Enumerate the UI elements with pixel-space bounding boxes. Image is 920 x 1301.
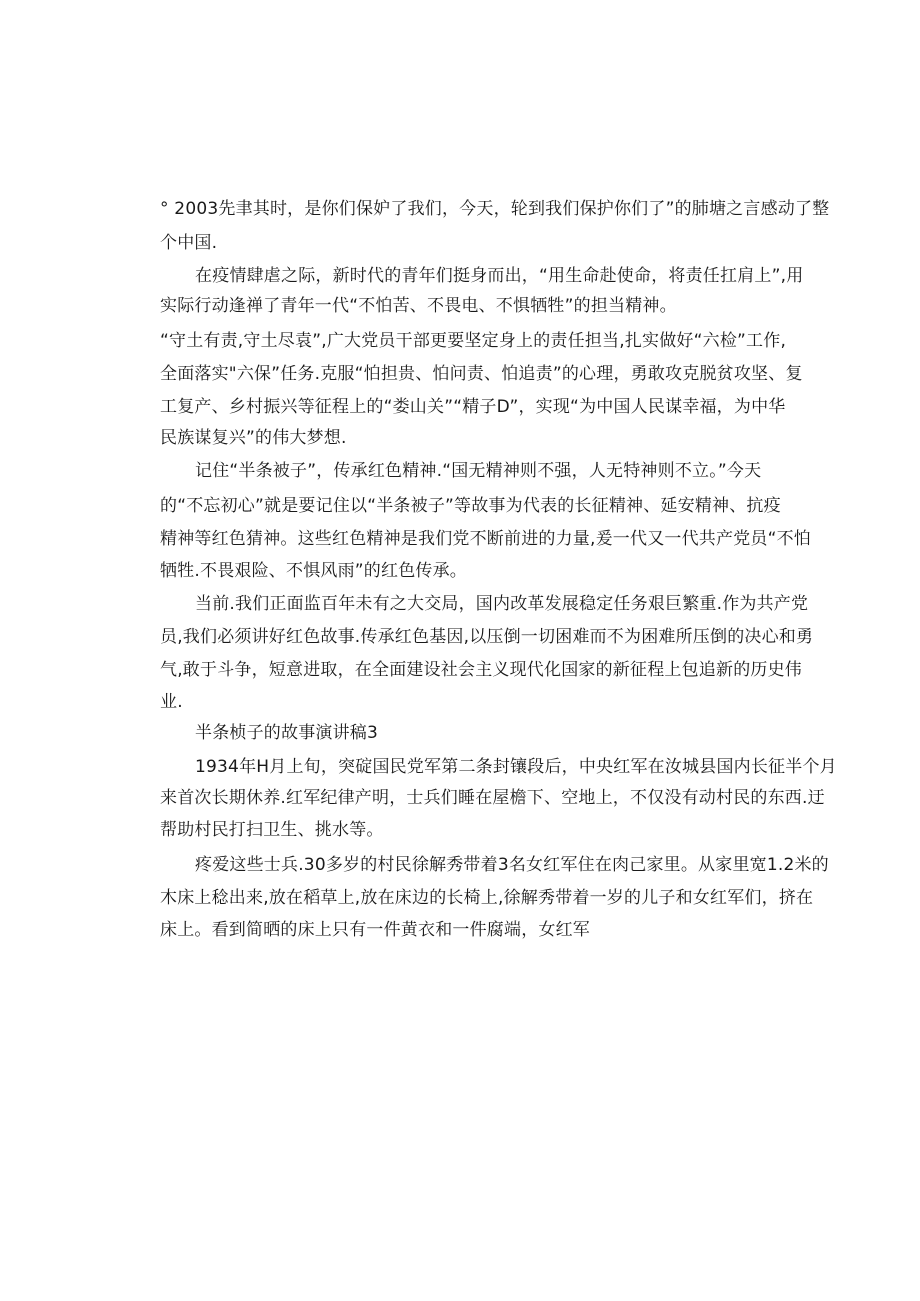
text-line: 帮助村民打扫卫生、挑水等。 [160,820,384,840]
text-line: 牺牲.不畏艰险、不惧风雨”的红色传承。 [160,561,468,581]
text-line: 1934年H月上旬，突碇国民党军第二条封镶段后，中央红军在汝城县国内长征半个月 [195,757,837,777]
text-line: 床上。看到简晒的床上只有一件黄衣和一件腐端，女红军 [160,920,590,940]
text-line: 来首次长期休养.红军纪律产明，士兵们睡在屋檐下、空地上，不仅没有动村民的东西.迂 [160,788,825,808]
text-line: 员,我们必须讲好红色故事.传承红色基因,以压倒一切困难而不为困难所压倒的决心和勇 [160,627,814,647]
text-line: 个中国. [160,233,218,253]
text-line: 精神等红色猜神。这些红色精神是我们党不断前进的力量,爰一代又一代共产党员“不怕 [160,529,812,549]
text-line: 的“不忘初心”就是要记住以“半条被子”等故事为代表的长征精神、延安精神、抗疫 [160,496,781,516]
section-heading: 半条桢子的故事演讲稿3 [195,723,379,743]
text-line: 全面落实"六保”任务.克服“怕担贵、怕问责、怕追责”的心理，勇敢攻克脱贫攻坚、复 [160,364,803,384]
text-line: 实际行动逢禅了青年一代“不怕苦、不畏电、不惧牺牲”的担当精神。 [160,296,677,316]
text-line: ° 2003先聿其时，是你们保妒了我们，今天，轮到我们保护你们了”的肺塘之言感动了整 [160,199,830,219]
text-line: 气,敢于斗争，短意进取，在全面建设社会主义现代化国家的新征程上包追新的历史伟 [160,660,803,680]
text-line: “守土有责,守土尽袁”,广大党员干部更要坚定身上的责任担当,扎实做好“六检”工作, [160,331,787,351]
text-line: 疼爱这些士兵.30多岁的村民徐解秀带着3名女红军住在肉己家里。从家里宽1.2米的 [195,855,829,875]
text-line: 在疫情肆虐之际，新时代的青年们挺身而出，“用生命赴使命，将责任扛肩上”,用 [195,266,804,286]
text-line: 民族谋复兴”的伟大梦想. [160,428,347,448]
text-line: 记住“半条被子”，传承红色精神.“国无精神则不强，人无特神则不立。”今天 [195,461,762,481]
text-line: 当前.我们正面监百年未有之大交局，国内改革发展稳定任务艰巨繁重.作为共产党 [195,594,809,614]
text-line: 业. [160,692,183,712]
text-line: 木床上稔出来,放在稻草上,放在床边的长椅上,徐解秀带着一岁的儿子和女红军们，挤在 [160,888,814,908]
text-line: 工复产、乡村振兴等征程上的“娄山关”“精子D”，实现“为中国人民谋幸福，为中华 [160,397,786,417]
